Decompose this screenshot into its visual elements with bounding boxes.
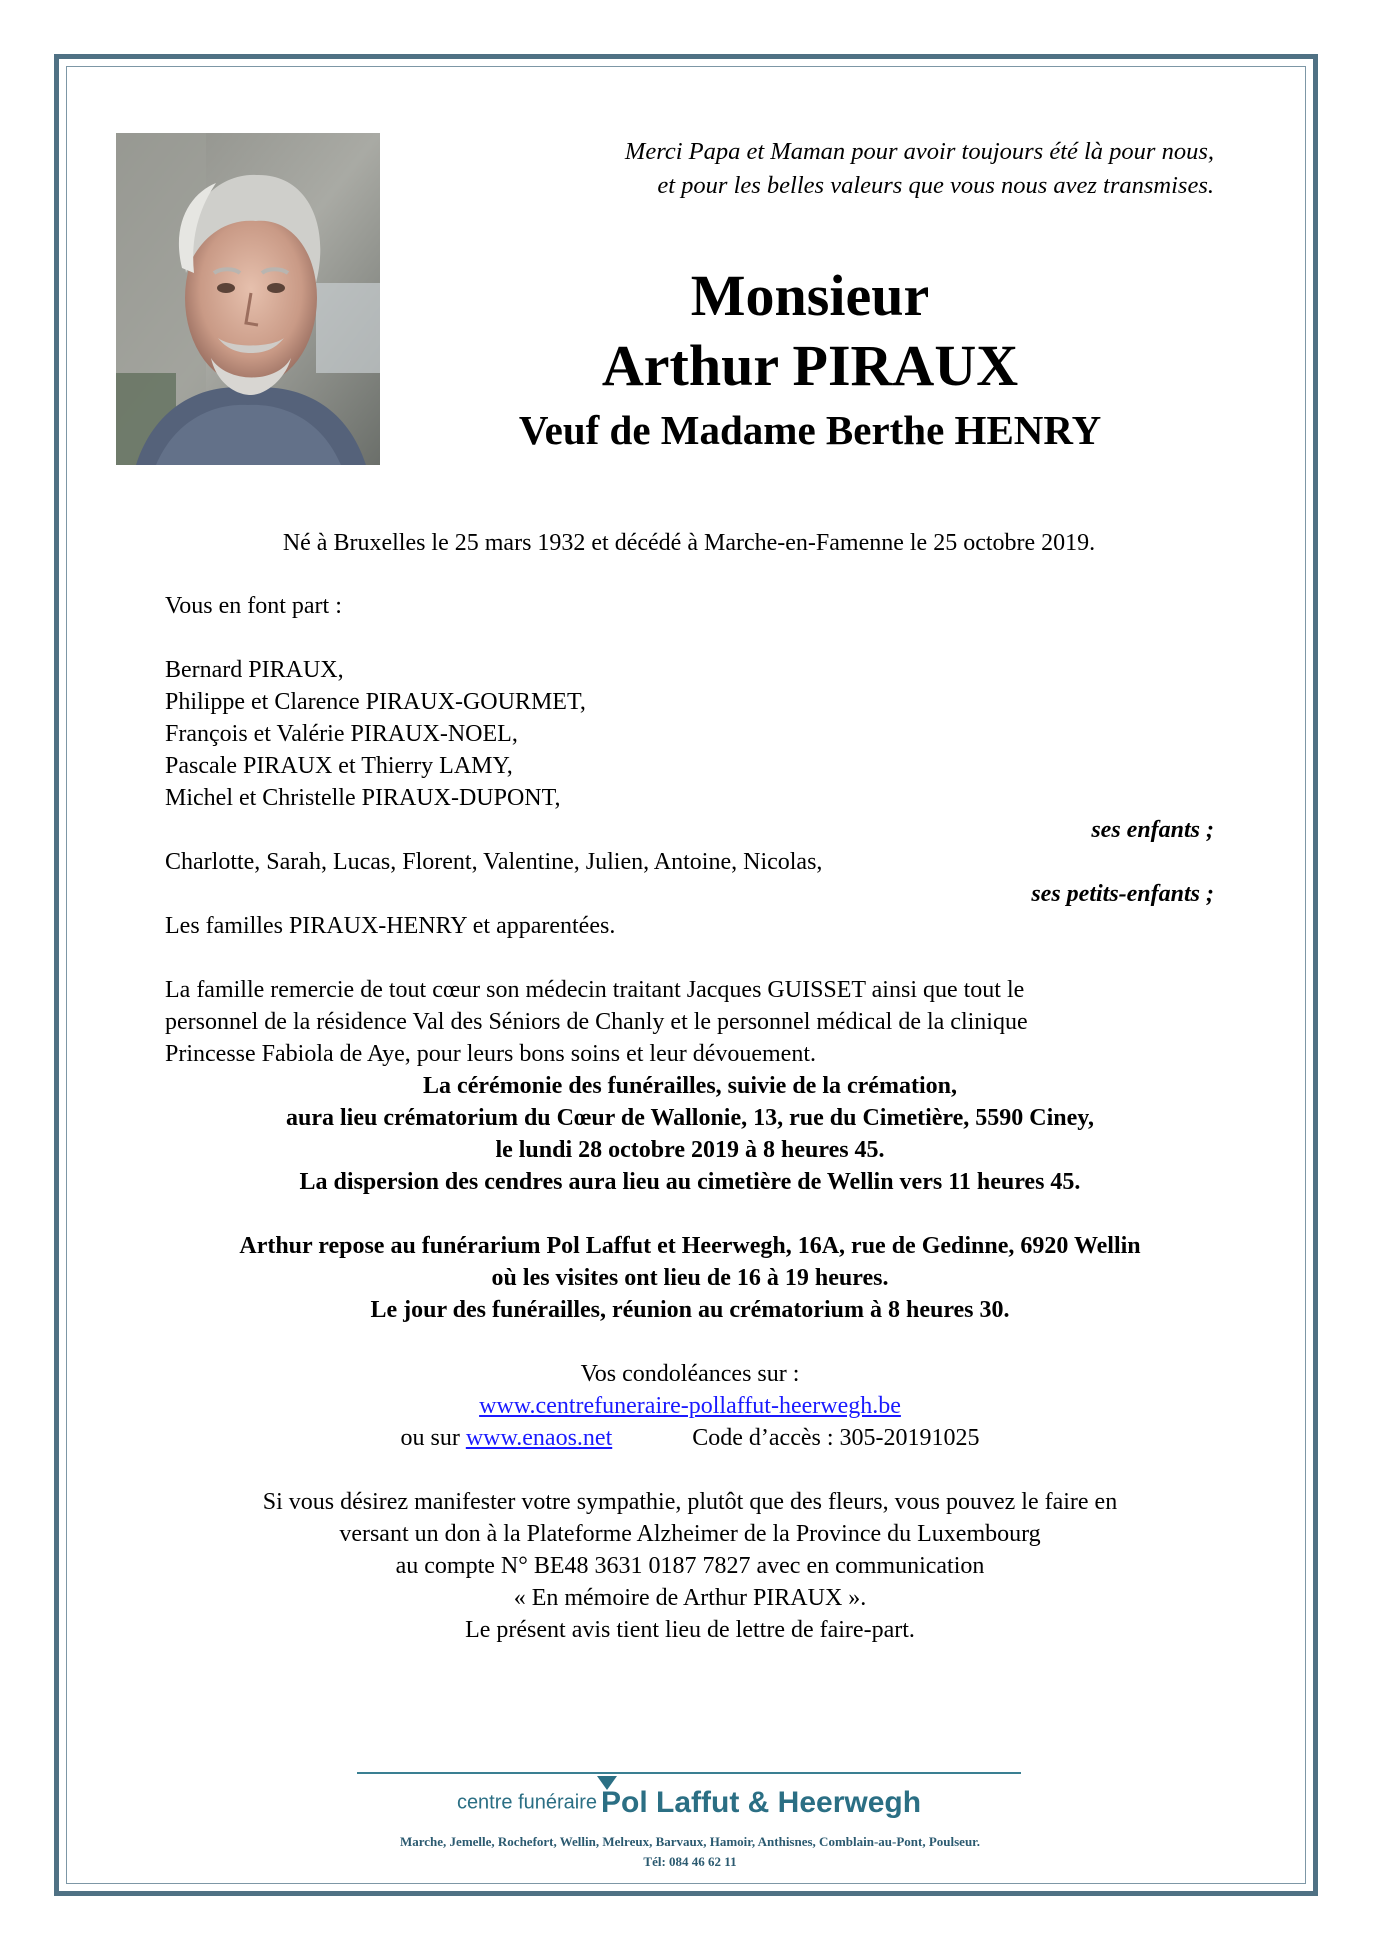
donation-line-4: « En mémoire de Arthur PIRAUX ». — [513, 1585, 867, 1611]
logo-triangle-icon — [597, 1776, 617, 1792]
donation-paragraph — [150, 1486, 1230, 1614]
ceremony-line-3: le lundi 28 octobre 2019 à 8 heures 45. — [495, 1137, 885, 1163]
meeting-line: Le jour des funérailles, réunion au crématorium à 8 heures 30. — [370, 1297, 1010, 1323]
thanks-line-3: Princesse Fabiola de Aye, pour leurs bons soins et leur dévouement. — [165, 1041, 816, 1067]
footer-divider — [357, 1772, 1021, 1774]
widower-line: Veuf de Madame Berthe HENRY — [518, 407, 1102, 453]
donation-line-2: versant un don à la Plateforme Alzheimer de la Province du Luxembourg — [339, 1521, 1041, 1547]
enaos-link[interactable]: www.enaos.net — [465, 1425, 613, 1451]
portrait-photo — [116, 133, 380, 465]
or-prefix: ou sur — [400, 1425, 466, 1451]
donation-line-3: au compte N° BE48 3631 0187 7827 avec en communication — [395, 1553, 985, 1579]
ceremony-line-2: aura lieu crématorium du Cœur de Wallonie, 13, rue du Cimetière, 5590 Ciney, — [286, 1105, 1094, 1131]
logo-phone: Tél: 084 46 62 11 — [643, 1854, 737, 1869]
child-3: François et Valérie PIRAUX-NOEL, — [165, 721, 518, 747]
thanks-line-2: personnel de la résidence Val des Séniors de Chanly et le personnel médical de la clinique — [165, 1009, 1028, 1035]
donation-line-1: Si vous désirez manifester votre sympathie, plutôt que des fleurs, vous pouvez le faire en — [262, 1489, 1118, 1515]
notice-line: Le présent avis tient lieu de lettre de faire-part. — [465, 1617, 915, 1643]
condolences-block — [150, 1358, 1230, 1454]
funeral-home-logo — [357, 1776, 1021, 1836]
logo-small-text: centre funéraire — [456, 1791, 598, 1814]
ceremony-line-1: La cérémonie des funérailles, suivie de la crémation, — [423, 1073, 957, 1099]
grandchildren-list: Charlotte, Sarah, Lucas, Florent, Valentine, Julien, Antoine, Nicolas, — [165, 849, 823, 875]
child-4: Pascale PIRAUX et Thierry LAMY, — [165, 753, 513, 779]
children-list — [165, 654, 1215, 814]
dispersion-line: La dispersion des cendres aura lieu au cimetière de Wellin vers 11 heures 45. — [299, 1169, 1081, 1195]
announce-intro: Vous en font part : — [165, 593, 342, 619]
title-block — [400, 262, 1220, 458]
civility-title: Monsieur — [690, 263, 930, 328]
logo-brand-text: Pol Laffut & Heerwegh — [601, 1786, 922, 1819]
condolences-intro: Vos condoléances sur : — [580, 1361, 800, 1387]
dedication-text — [454, 135, 1214, 203]
families-line: Les familles PIRAUX-HENRY et apparentées. — [165, 913, 616, 939]
ceremony-paragraph — [150, 1070, 1230, 1166]
children-label: ses enfants ; — [1091, 817, 1214, 843]
birth-death-line: Né à Bruxelles le 25 mars 1932 et décédé à Marche-en-Famenne le 25 octobre 2019. — [282, 530, 1096, 556]
child-1: Bernard PIRAUX, — [165, 657, 344, 683]
grandchildren-label: ses petits-enfants ; — [1031, 881, 1214, 907]
funeral-center-link[interactable]: www.centrefuneraire-pollaffut-heerwegh.be — [479, 1393, 901, 1419]
child-2: Philippe et Clarence PIRAUX-GOURMET, — [165, 689, 586, 715]
rest-line-1: Arthur repose au funérarium Pol Laffut et Heerwegh, 16A, rue de Gedinne, 6920 Wellin — [239, 1233, 1141, 1259]
rest-line-2: où les visites ont lieu de 16 à 19 heures. — [491, 1265, 889, 1291]
access-code: Code d’accès : 305-20191025 — [692, 1425, 980, 1451]
dedication-line-2: et pour les belles valeurs que vous nous avez transmises. — [657, 172, 1214, 199]
logo-cities: Marche, Jemelle, Rochefort, Wellin, Melreux, Barvaux, Hamoir, Anthisnes, Comblain-au-Pont, Poulseur. — [399, 1834, 981, 1849]
child-5: Michel et Christelle PIRAUX-DUPONT, — [165, 785, 561, 811]
deceased-name: Arthur PIRAUX — [601, 333, 1019, 398]
thanks-paragraph — [165, 974, 1215, 1070]
thanks-line-1: La famille remercie de tout cœur son médecin traitant Jacques GUISSET ainsi que tout le — [165, 977, 1025, 1003]
rest-paragraph — [150, 1230, 1230, 1294]
dedication-line-1: Merci Papa et Maman pour avoir toujours été là pour nous, — [624, 138, 1214, 165]
